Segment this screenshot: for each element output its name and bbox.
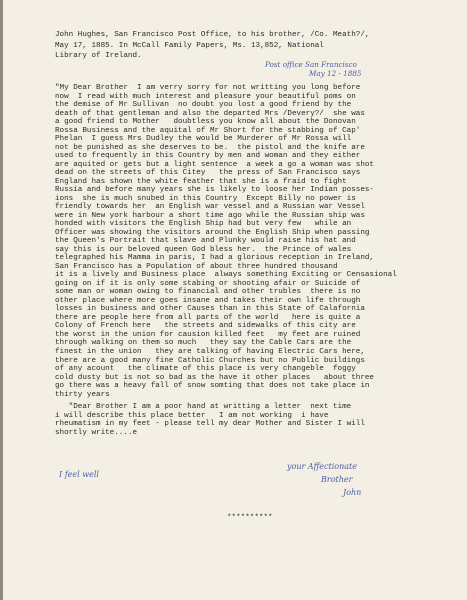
letter-line: dead on the streets of this Citey the press of San Francisco says: [55, 169, 361, 178]
letter-line: losses in business and other Causes than in this State of Calafornia: [55, 305, 365, 314]
letter-line: San Francisco has a Population of about three hundred thousand: [55, 262, 338, 271]
handwritten-signoff: Brother: [321, 475, 353, 484]
handwritten-signature: John: [343, 488, 362, 497]
letter-line: Rossa Business and the aquital of Mr Short for the stabbing of Cap': [55, 126, 361, 135]
letter-line: there are people here from all parts of the world here is quite a: [55, 313, 361, 322]
closing-line: shortly write....e: [55, 428, 138, 437]
letter-line: some man or woman owing to financial and other trubles there is no: [55, 288, 361, 297]
letter-line: friendly towards her an English war vessel and a Russian war Vessel: [55, 203, 365, 212]
letter-line: honded with visitors the English Ship had but very few while an: [55, 220, 352, 229]
letter-line: going on if it is only some stabing or shooting afair or Suicide of: [55, 279, 361, 288]
letter-line: of any acount the climate of this place is very changeble foggy: [55, 365, 356, 374]
letter-line: the worst in the union for causion killed feet my feet are ruined: [55, 330, 361, 339]
header-line: May 17, 1885. In McCall Family Papers, Ms. 13,852, National: [55, 41, 324, 50]
letter-line: used to frequently in this Country by men and woman and they either: [55, 152, 361, 161]
handwritten-margin-note: [265, 60, 405, 78]
letter-line: Colony of French here the streets and sidewalks of this city are: [55, 322, 356, 331]
header-line: Library of Ireland.: [55, 52, 142, 60]
letter-line: the Queen's Portrait that slave and Plunky would raise his hat and: [55, 237, 356, 246]
margin-note-line: Post office San Francisco: [265, 60, 357, 69]
letter-line: go there was a heavy fall of snow somting that does not take place in: [55, 382, 370, 391]
handwritten-feel-well: I feel well: [59, 470, 99, 479]
closing-line: i will describe this place better I am not working i have: [55, 411, 329, 420]
document-header: [55, 30, 455, 62]
letter-line: ions she is much snubed in this Country Except Billy no power is: [55, 194, 356, 203]
letter-line: were in New york harbour a short time ago while the Russian ship was: [55, 211, 365, 220]
closing-line: "Dear Brother I am a poor hand at writting a letter next time: [55, 403, 352, 412]
header-line: John Hughes, San Francisco Post Office, to his brother, /Co. Meath?/,: [55, 31, 370, 39]
letter-line: Phelan I guess Mrs Dudley the would be Murderer of Mr Rossa will: [55, 135, 352, 144]
letter-line: cold dusty but is not so bad as the have it other places about three: [55, 373, 374, 382]
closing-line: rheumatism in my feet - please tell my dear Mother and Sister I will: [55, 420, 365, 429]
letter-line: are aquited or gets but a light sentence a week a go a woman was shot: [55, 160, 374, 169]
letter-line: now I read with much interest and pleasure your beautiful poms on: [55, 92, 356, 101]
letter-line: there are a good many fine Catholic Churches but no Public buildings: [55, 356, 365, 365]
letter-line: through walking on them so much they say the Cable Cars are the: [55, 339, 352, 348]
separator-asterisks: **********: [227, 514, 273, 522]
letter-line: other place where more goes insane and takes their own life through: [55, 296, 361, 305]
letter-line: death of that gentleman and also the departed Mrs /Devery?/ she was: [55, 109, 365, 118]
letter-line: finest in the union they are talking of having Electric Cars here,: [55, 347, 365, 356]
letter-line: England has shown the white feather that she is a fraid to fight: [55, 177, 347, 186]
letter-line: the demise of Mr Sullivan no doubt you lost a good friend by the: [55, 101, 352, 110]
letter-line: thirty years: [55, 390, 110, 399]
letter-line: say this is our beloved queen God bless her. the Prince of wales: [55, 245, 352, 254]
letter-body: [55, 84, 455, 437]
letter-line: it is a lively and Business place always something Exciting or Censasional: [55, 271, 397, 280]
letter-line: Officer was showing the visitors around the English Ship when passing: [55, 228, 370, 237]
letter-line: Russia and before many years she is likely to loose her Indian posses-: [55, 186, 374, 195]
handwritten-signoff: your Affectionate: [287, 462, 357, 471]
letter-line: telegraphed his Mamma in paris, I had a glorious reception in Ireland,: [55, 254, 374, 263]
letter-line: not be punished as she deserves to be. the pistol and the knife are: [55, 143, 365, 152]
letter-line: a good friend to Mother doubtless you know all about the Donovan: [55, 118, 356, 127]
margin-note-line: May 12 - 1885: [309, 69, 362, 78]
letter-line: "My Dear Brother I am verry sorry for not writting you long before: [55, 84, 361, 92]
